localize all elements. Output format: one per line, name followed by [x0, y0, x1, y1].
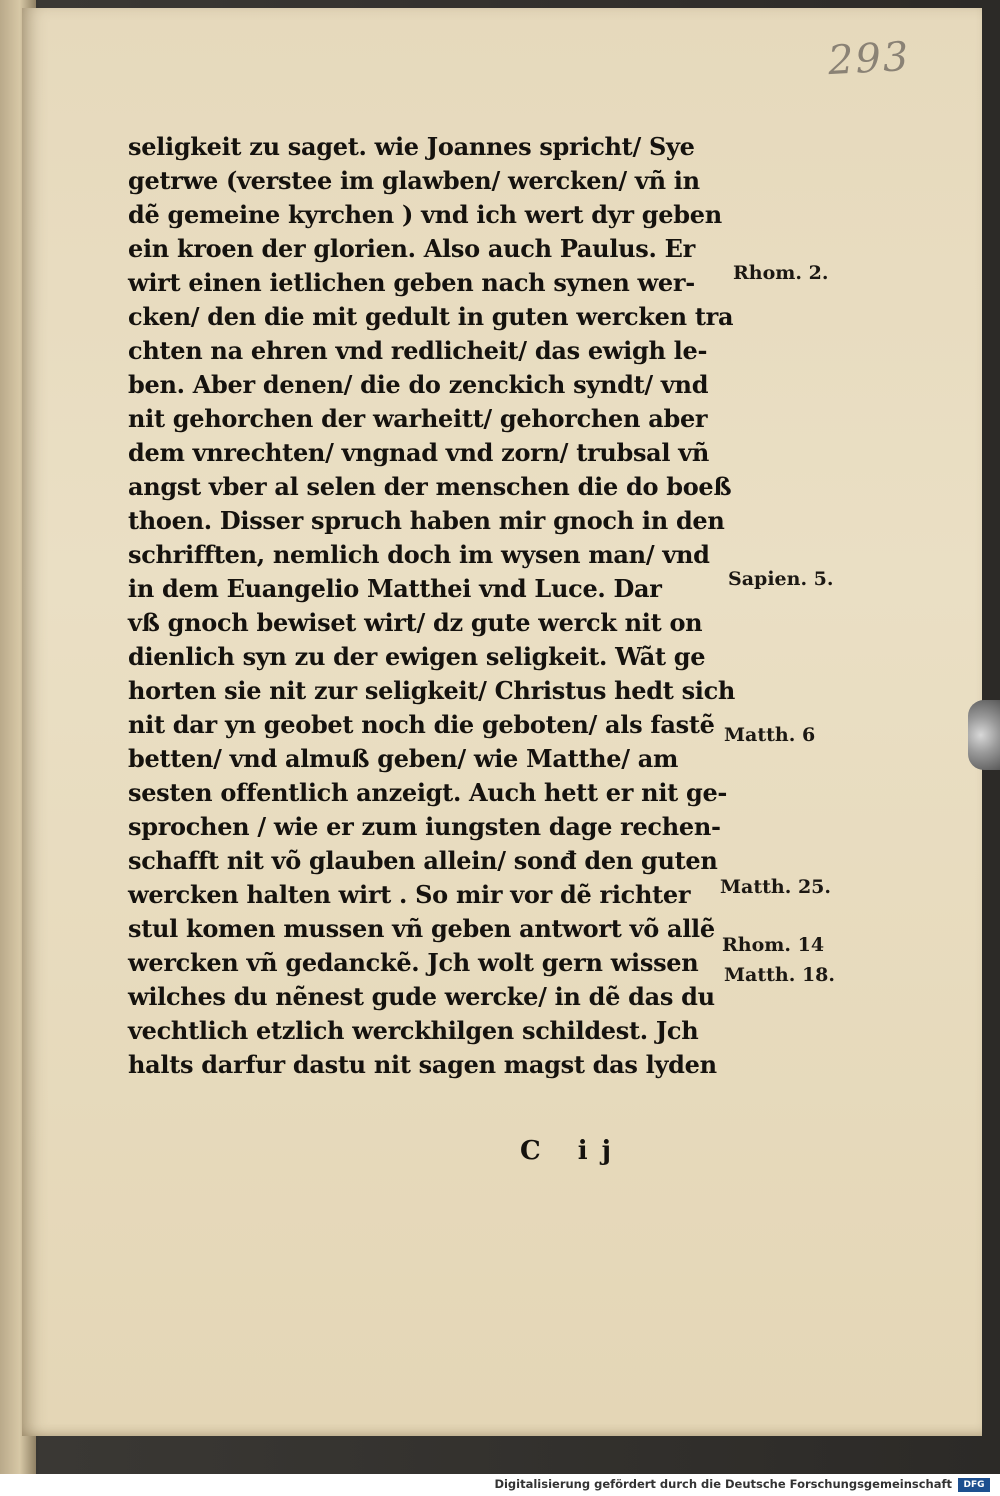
text-line: wirt einen ietlichen geben nach synen wer-	[128, 268, 695, 297]
text-line: ben. Aber denen/ die do zenckich syndt/ vnd	[128, 370, 709, 399]
text-line: horten sie nit zur seligkeit/ Christus hedt sich	[128, 676, 736, 705]
marginal-note: Matth. 18.	[724, 964, 835, 986]
text-line: angst vber al selen der menschen die do boeß	[128, 472, 732, 501]
text-line: dem vnrechten/ vngnad vnd zorn/ trubsal vñ	[128, 438, 710, 467]
text-line: vß gnoch bewiset wirt/ dz gute werck nit on	[128, 608, 703, 637]
text-line: thoen. Disser spruch haben mir gnoch in den	[128, 506, 725, 535]
text-line: halts darfur dastu nit sagen magst das lyden	[128, 1050, 717, 1079]
text-line: cken/ den die mit gedult in guten wercken tra	[128, 302, 734, 331]
text-line: nit gehorchen der warheitt/ gehorchen aber	[128, 404, 708, 433]
dfg-logo: DFG	[958, 1478, 990, 1492]
footer-bar	[0, 1474, 1000, 1496]
text-line: stul komen mussen vñ geben antwort võ allẽ	[128, 914, 715, 943]
text-line: dẽ gemeine kyrchen ) vnd ich wert dyr geben	[128, 200, 722, 229]
text-line: schafft nit võ glauben allein/ sonđ den guten	[128, 846, 718, 875]
text-line: seligkeit zu saget. wie Joannes spricht/ Sye	[128, 132, 695, 161]
text-line: schrifften, nemlich doch im wysen man/ vnd	[128, 540, 710, 569]
text-line: chten na ehren vnd redlicheit/ das ewigh le-	[128, 336, 708, 365]
marginal-note: Matth. 6	[724, 724, 816, 746]
folio-number: 293	[826, 33, 912, 85]
text-line: betten/ vnd almuß geben/ wie Matthe/ am	[128, 744, 679, 773]
text-line: in dem Euangelio Matthei vnd Luce. Dar	[128, 574, 662, 603]
text-line: dienlich syn zu der ewigen seligkeit. Wãt ge	[128, 642, 706, 671]
marginal-note: Sapien. 5.	[728, 568, 834, 590]
marginal-note: Matth. 25.	[720, 876, 831, 898]
funding-credit: Digitalisierung gefördert durch die Deutsche Forschungsgemeinschaft	[494, 1477, 952, 1491]
text-line: wilches du nẽnest gude wercke/ in dẽ das du	[128, 982, 715, 1011]
text-line: ein kroen der glorien. Also auch Paulus. Er	[128, 234, 695, 263]
text-line: getrwe (verstee im glawben/ wercken/ vñ in	[128, 166, 700, 195]
marginal-note: Rhom. 2.	[733, 262, 829, 284]
text-line: sprochen / wie er zum iungsten dage rechen-	[128, 812, 721, 841]
signature-mark: C ij	[520, 1136, 626, 1166]
text-line: vechtlich etzlich werckhilgen schildest. Jch	[128, 1016, 699, 1045]
text-line: nit dar yn geobet noch die geboten/ als fastẽ	[128, 710, 715, 739]
metal-clasp	[968, 700, 1000, 770]
text-line: sesten offentlich anzeigt. Auch hett er nit ge-	[128, 778, 728, 807]
text-line: wercken vñ gedanckẽ. Jch wolt gern wissen	[128, 948, 699, 977]
text-line: wercken halten wirt . So mir vor dẽ richter	[128, 880, 691, 909]
marginal-note: Rhom. 14	[722, 934, 825, 956]
